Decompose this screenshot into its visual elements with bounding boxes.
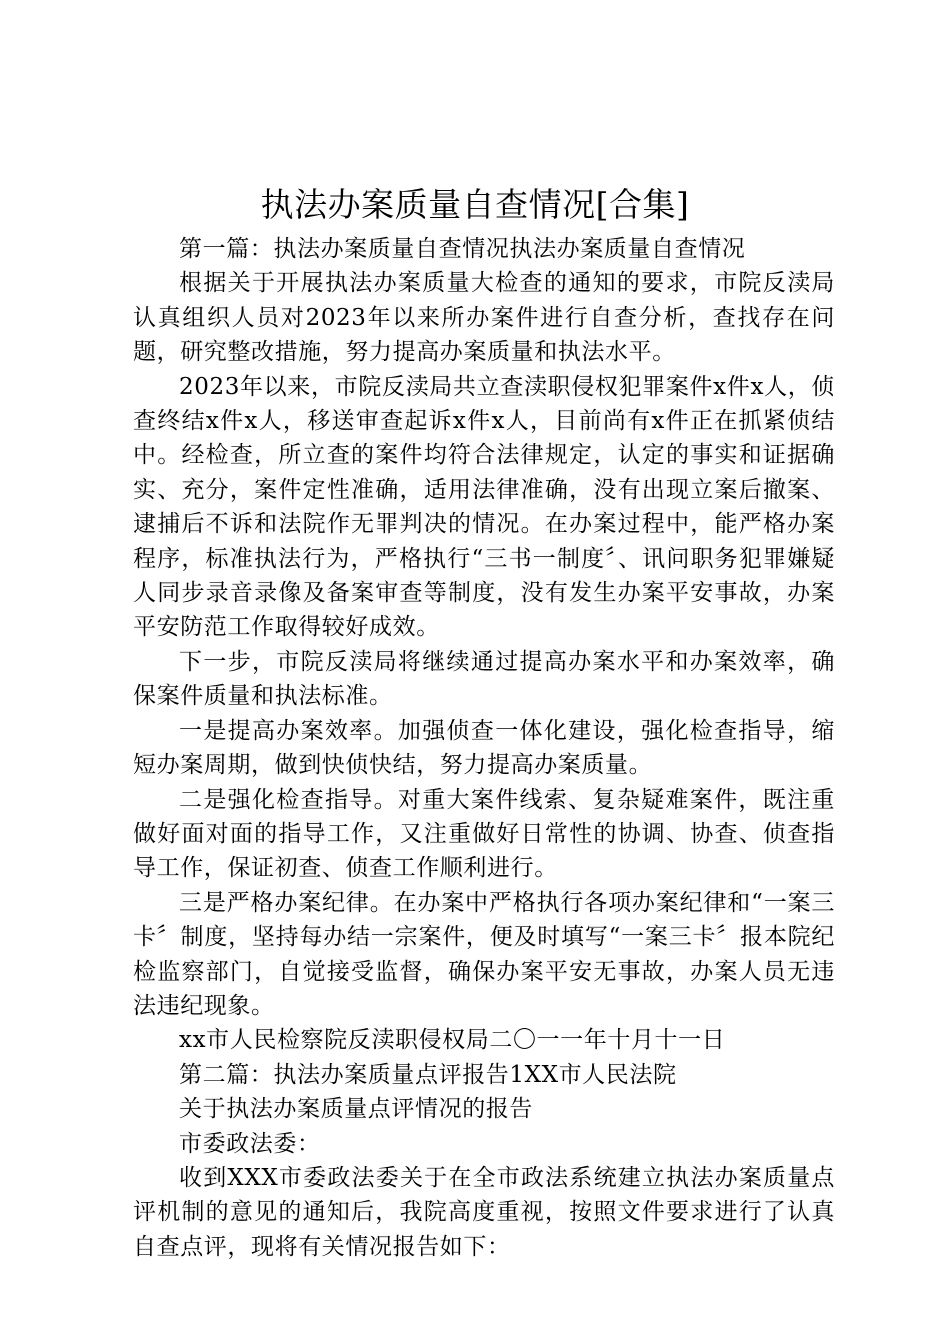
section-heading-1: 第一篇：执法办案质量自查情况执法办案质量自查情况 xyxy=(179,236,746,262)
paragraph: 二是强化检查指导。对重大案件线索、复杂疑难案件，既注重做好面对面的指导工作，又注重做好日常性的协调、协查、侦查指导工作，保证初查、侦查工作顺利进行。 xyxy=(133,786,835,882)
paragraph: 2023年以来，市院反渎局共立查渎职侵权犯罪案件x件x人，侦查终结x件x人，移送审查起诉x件x人，目前尚有x件正在抓紧侦结中。经检查，所立查的案件均符合法律规定，认定的事实和证据确实、充分，案件定性准确，适用法律准确，没有出现立案后撤案、逮捕后不诉和法院作无罪判决的情况。在办案过程中，能严格办案程序，标准执法行为，严格执行“三书一制度〞、讯问职务犯罪嫌疑人同步录音录像及备案审查等制度，没有发生办案平安事故，办案平安防范工作取得较好成效。 xyxy=(133,373,835,641)
paragraph: 三是严格办案纪律。在办案中严格执行各项办案纪律和“一案三卡〞制度，坚持每办结一宗案件，便及时填写“一案三卡〞报本院纪检监察部门，自觉接受监督，确保办案平安无事故，办案人员无违法违纪现象。 xyxy=(133,889,835,1019)
paragraph: 下一步，市院反渎局将继续通过提高办案水平和办案效率，确保案件质量和执法标准。 xyxy=(133,648,835,710)
paragraph: 根据关于开展执法办案质量大检查的通知的要求，市院反渎局认真组织人员对2023年以来所办案件进行自查分析，查找存在问题，研究整改措施，努力提高办案质量和执法水平。 xyxy=(133,270,835,366)
section-heading-2: 第二篇：执法办案质量点评报告1XX市人民法院 xyxy=(179,1061,677,1088)
report-title: 关于执法办案质量点评情况的报告 xyxy=(179,1096,533,1123)
paragraph: 收到XXX市委政法委关于在全市政法系统建立执法办案质量点评机制的意见的通知后，我院高度重视，按照文件要求进行了认真自查点评，现将有关情况报告如下： xyxy=(133,1164,835,1260)
document-body xyxy=(133,232,835,1264)
signature-line: xx市人民检察院反渎职侵权局二〇一一年十月十一日 xyxy=(179,1027,726,1054)
document-title: 执法办案质量自查情况[合集] xyxy=(260,185,690,224)
paragraph: 一是提高办案效率。加强侦查一体化建设，强化检查指导，缩短办案周期，做到快侦快结，努力提高办案质量。 xyxy=(133,717,835,779)
salutation: 市委政法委： xyxy=(179,1130,321,1157)
